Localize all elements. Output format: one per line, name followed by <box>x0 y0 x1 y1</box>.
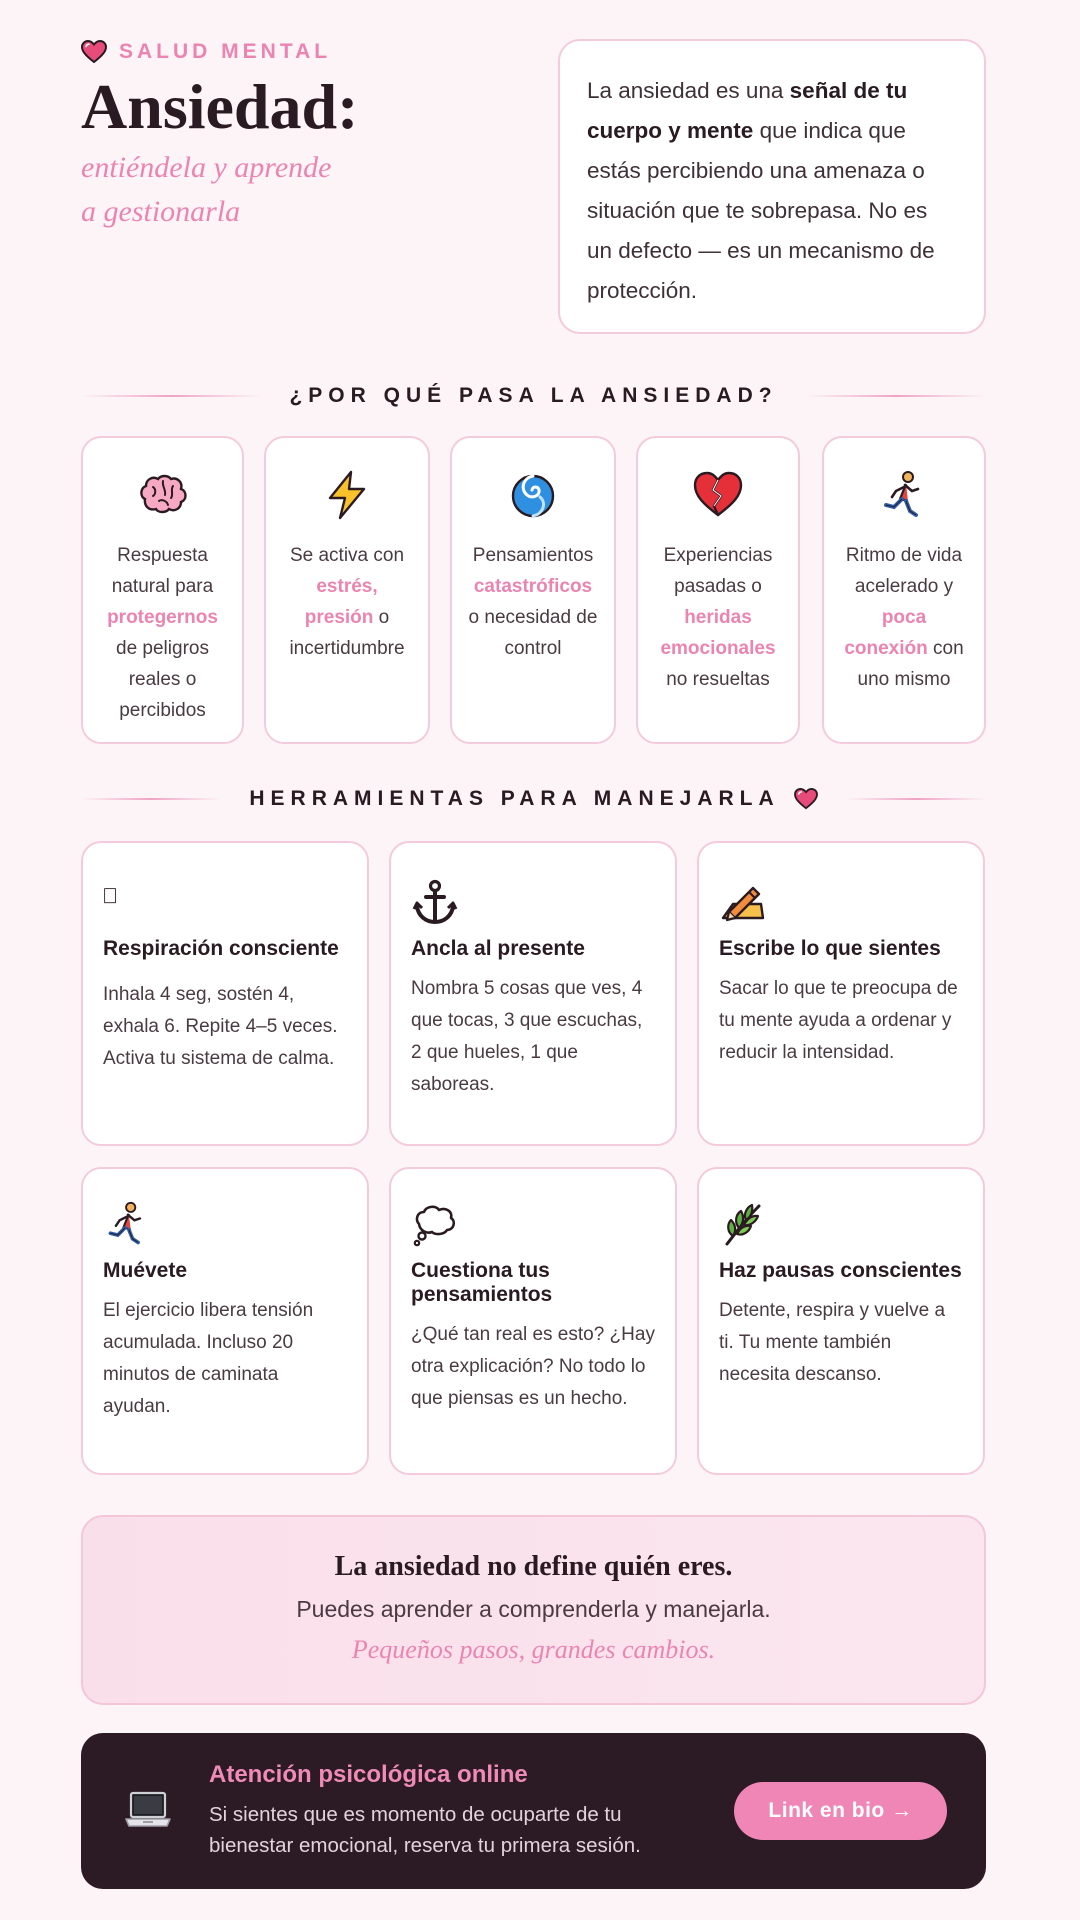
tool-title: Ancla al presente <box>411 937 585 960</box>
intro-text: que indica que estás percibiendo una amenaza o situación que te sobrepasa. No es un defecto — es un mecanismo de protección. <box>587 118 935 303</box>
lightning-icon <box>321 469 373 521</box>
cyclone-icon <box>507 469 559 521</box>
writing-icon <box>719 878 767 926</box>
running-person-icon <box>878 469 930 521</box>
tool-card <box>389 1167 677 1475</box>
tool-title: Muévete <box>103 1259 188 1282</box>
why-section-heading <box>81 381 986 411</box>
tool-title: Escribe lo que sientes <box>719 937 941 960</box>
heart-icon <box>81 40 107 64</box>
herb-icon <box>719 1200 767 1248</box>
tool-title: Cuestiona tus pensamientos <box>411 1259 553 1306</box>
laptop-icon <box>123 1787 173 1833</box>
tool-title: Respiración consciente <box>103 937 339 960</box>
thought-bubble-icon <box>411 1200 459 1248</box>
header <box>81 38 521 234</box>
tool-body: Sacar lo que te preocupa de tu mente ayuda a ordenar y reducir la intensidad. <box>719 978 958 1063</box>
link-in-bio-button[interactable]: Link en bio → <box>734 1782 947 1840</box>
quote-headline: La ansiedad no define quién eres. <box>334 1551 733 1582</box>
tool-card <box>697 1167 985 1475</box>
reason-text: Respuesta natural para protegernos de peligros reales o percibidos <box>107 545 218 721</box>
tool-body: El ejercicio libera tensión acumulada. Incluso 20 minutos de caminata ayudan. <box>103 1300 314 1417</box>
divider-line <box>81 395 261 397</box>
highlight-text: catastróficos <box>473 576 593 597</box>
tools-section-heading <box>81 784 986 814</box>
tool-title: Haz pausas conscientes <box>719 1259 962 1282</box>
divider-line <box>806 395 986 397</box>
reason-card <box>264 436 430 744</box>
reason-card <box>822 436 986 744</box>
quote-tagline: Pequeños pasos, grandes cambios. <box>351 1635 716 1664</box>
section-title: ¿POR QUÉ PASA LA ANSIEDAD? <box>289 384 778 407</box>
running-person-icon <box>103 1200 151 1248</box>
cta-banner <box>81 1733 986 1889</box>
page-title: Ansiedad: <box>81 71 359 142</box>
highlight-text: protegernos <box>107 607 218 628</box>
tool-body: Detente, respira y vuelve a ti. Tu mente también necesita descanso. <box>719 1300 946 1385</box>
reason-text: Experiencias pasadas o heridas emocionales no resueltas <box>660 545 776 690</box>
reasons-grid <box>81 436 986 744</box>
tool-card <box>81 841 369 1146</box>
section-title: HERRAMIENTAS PARA MANEJARLA <box>221 787 845 811</box>
subtitle-line: entiéndela y aprende <box>81 151 332 184</box>
cta-body: Si sientes que es momento de ocuparte de tu bienestar emocional, reserva tu primera sesión. <box>209 1803 641 1857</box>
highlight-text: heridas emocionales <box>660 607 776 659</box>
reason-card <box>450 436 616 744</box>
kicker <box>81 38 521 66</box>
cta-title: Atención psicológica online <box>209 1761 528 1788</box>
tool-body: Nombra 5 cosas que ves, 4 que tocas, 3 que escuchas, 2 que hueles, 1 que saboreas. <box>411 978 643 1095</box>
broken-heart-icon <box>692 469 744 521</box>
reason-card <box>81 436 244 744</box>
divider-line <box>846 798 986 800</box>
reason-card <box>636 436 800 744</box>
kicker-text: SALUD MENTAL <box>119 40 332 63</box>
quote-text: Puedes aprender a comprenderla y manejarla. <box>296 1596 771 1622</box>
brain-icon <box>137 469 189 521</box>
tool-body: ¿Qué tan real es esto? ¿Hay otra explicación? No todo lo que piensas es un hecho. <box>411 1324 655 1409</box>
highlight-text: poca conexión <box>844 607 928 659</box>
quote-box <box>81 1515 986 1705</box>
page-subtitle <box>81 146 521 234</box>
intro-card <box>558 39 986 334</box>
subtitle-line: a gestionarla <box>81 195 241 228</box>
divider-line <box>81 798 221 800</box>
tool-card <box>389 841 677 1146</box>
reason-text: Se activa con estrés, presión o incertidumbre <box>289 545 405 659</box>
intro-bold-text: señal de tu cuerpo y mente <box>587 78 908 143</box>
tool-card <box>697 841 985 1146</box>
intro-text: La ansiedad es una <box>587 78 790 103</box>
tool-card <box>81 1167 369 1475</box>
tool-body: Inhala 4 seg, sostén 4, exhala 6. Repite 4–5 veces. Activa tu sistema de calma. <box>103 984 338 1069</box>
highlight-text: estrés, presión <box>304 576 378 628</box>
reason-text: Pensamientos catastróficos o necesidad de control <box>468 545 598 659</box>
reason-text: Ritmo de vida acelerado y poca conexión con uno mismo <box>844 545 964 690</box>
anchor-icon <box>411 878 459 926</box>
missing-glyph-icon <box>103 884 129 916</box>
heart-icon <box>794 788 818 810</box>
